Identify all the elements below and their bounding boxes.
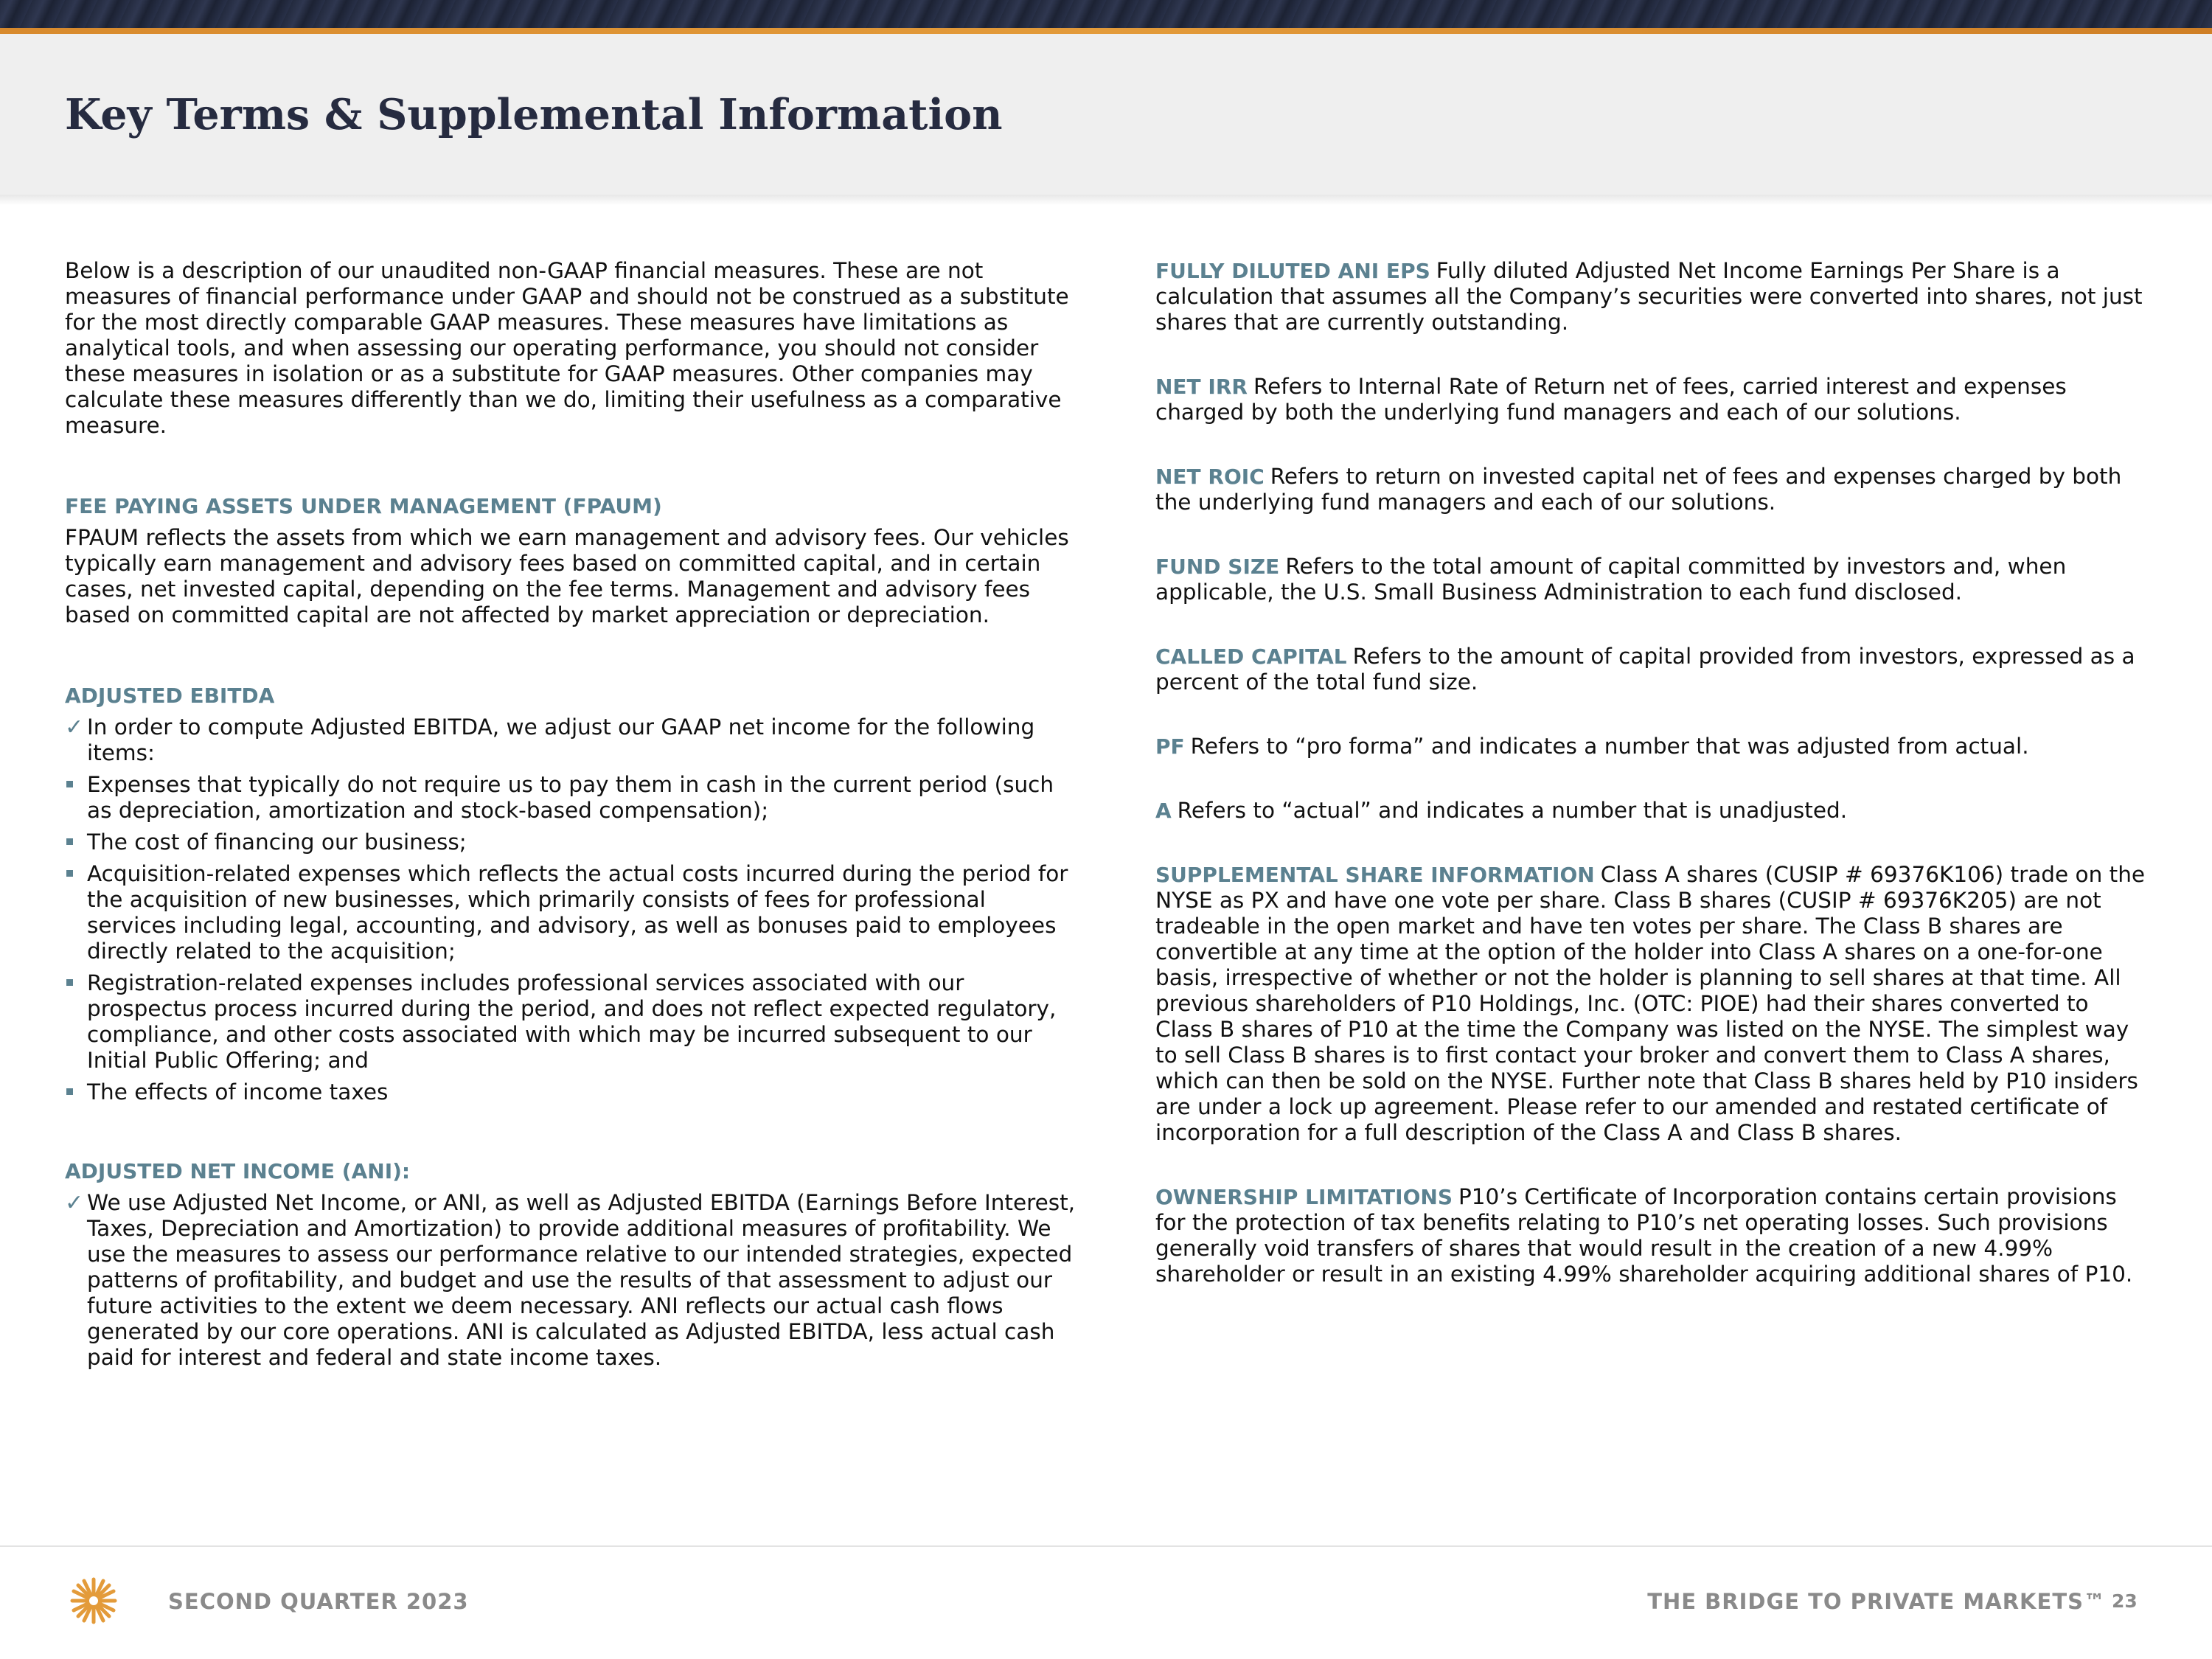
- term-label: CALLED CAPITAL: [1155, 644, 1347, 669]
- ebitda-adjustments-list: [65, 772, 1079, 1105]
- ani-heading: ADJUSTED NET INCOME (ANI):: [65, 1159, 411, 1183]
- list-item: [65, 830, 1079, 855]
- term-definition: Refers to “pro forma” and indicates a number that was adjusted from actual.: [1190, 734, 2029, 759]
- term-definition: Fully diluted Adjusted Net Income Earnings Per Share is a calculation that assumes all the Company’s securities were converted into shares, not just shares that are currently outstanding.: [1155, 258, 2143, 335]
- list-item: [65, 1079, 1079, 1105]
- footer-tagline: THE BRIDGE TO PRIVATE MARKETS™: [1647, 1589, 2106, 1614]
- term-label: NET ROIC: [1155, 465, 1265, 489]
- term-net-irr: [1155, 374, 2147, 425]
- p10-logo-icon: [68, 1575, 119, 1627]
- square-bullet-icon: [66, 1088, 73, 1095]
- term-label: A: [1155, 799, 1172, 823]
- spacer: [65, 439, 1079, 493]
- term-label: OWNERSHIP LIMITATIONS: [1155, 1185, 1453, 1209]
- list-item-text: The effects of income taxes: [87, 1079, 389, 1105]
- term-label: PF: [1155, 734, 1185, 759]
- square-bullet-icon: [66, 870, 73, 877]
- term-label: FULLY DILUTED ANI EPS: [1155, 259, 1430, 283]
- term-definition: Refers to Internal Rate of Return net of fees, carried interest and expenses charged by both the underlying fund managers and each of our solutions.: [1155, 374, 2067, 425]
- list-item: [65, 861, 1079, 964]
- check-icon: ✓: [65, 714, 84, 740]
- spacer: [65, 1111, 1079, 1158]
- ani-lead-item: [65, 1190, 1079, 1371]
- top-accent-line: [0, 28, 2212, 34]
- fpaum-body: FPAUM reflects the assets from which we earn management and advisory fees. Our vehicles typically earn management and advisory fees based on committed capital, and in certain cases, net invested capital, depending on the fee terms. Management and advisory fees based on committed capital are not affected by market appreciation or depreciation.: [65, 525, 1069, 627]
- square-bullet-icon: [66, 979, 73, 986]
- spacer: [65, 628, 1079, 683]
- term-definition: Refers to the amount of capital provided from investors, expressed as a percent of the total fund size.: [1155, 644, 2135, 695]
- term-a: [1155, 798, 2147, 824]
- term-label: SUPPLEMENTAL SHARE INFORMATION: [1155, 863, 1595, 887]
- footer-quarter-label: SECOND QUARTER 2023: [168, 1589, 469, 1614]
- term-fully-diluted-ani-eps: [1155, 258, 2147, 335]
- term-ownership-limitations: [1155, 1184, 2147, 1287]
- ebitda-heading: ADJUSTED EBITDA: [65, 684, 275, 708]
- list-item-text: The cost of financing our business;: [87, 830, 467, 855]
- term-supplemental-share-information: [1155, 862, 2147, 1146]
- page-number: 23: [2112, 1590, 2138, 1612]
- term-fund-size: [1155, 554, 2147, 605]
- term-called-capital: [1155, 644, 2147, 695]
- term-definition: P10’s Certificate of Incorporation contains certain provisions for the protection of tax benefits relating to P10’s net operating losses. Such provisions generally void transfers of shares that would result in the creation of a new 4.99% shareholder or result in an existing 4.99% shareholder acquiring additional shares of P10.: [1155, 1184, 2133, 1287]
- term-definition: Refers to “actual” and indicates a number that is unadjusted.: [1177, 798, 1848, 823]
- square-bullet-icon: [66, 838, 73, 845]
- list-item-text: Acquisition-related expenses which reflects the actual costs incurred during the period for the acquisition of new businesses, which primarily consists of fees for professional services including legal, accounting, and advisory, as well as bonuses paid to employees directly related to the acquisition;: [87, 861, 1068, 964]
- square-bullet-icon: [66, 781, 73, 787]
- ani-lead-text: We use Adjusted Net Income, or ANI, as well as Adjusted EBITDA (Earnings Before Interest, Taxes, Depreciation and Amortization) to provide additional measures of profitability. We use the measures to assess our performance relative to our intended strategies, expected patterns of profitability, and budget and use the results of that assessment to adjust our future activities to the extent we deem necessary. ANI reflects our actual cash flows generated by our core operations. ANI is calculated as Adjusted EBITDA, less actual cash paid for interest and federal and state income taxes.: [87, 1190, 1076, 1370]
- page-title: Key Terms & Supplemental Information: [65, 90, 1003, 139]
- footer-divider: [0, 1545, 2212, 1547]
- top-decorative-band: [0, 0, 2212, 28]
- term-label: NET IRR: [1155, 375, 1248, 399]
- header-shadow: [0, 195, 2212, 205]
- list-item: [65, 970, 1079, 1074]
- term-definition: Refers to the total amount of capital committed by investors and, when applicable, the U.S. Small Business Administration to each fund disclosed.: [1155, 554, 2067, 605]
- list-item-text: Registration-related expenses includes professional services associated with our prospectus process incurred during the period, and does not reflect expected regulatory, compliance, and other costs associated with which may be incurred subsequent to our Initial Public Offering; and: [87, 970, 1057, 1073]
- check-icon: ✓: [65, 1190, 84, 1216]
- term-definition: Refers to return on invested capital net of fees and expenses charged by both the underlying fund managers and each of our solutions.: [1155, 464, 2122, 515]
- right-column: [1155, 258, 2147, 1326]
- term-net-roic: [1155, 464, 2147, 515]
- term-label: FUND SIZE: [1155, 554, 1280, 579]
- fpaum-heading: FEE PAYING ASSETS UNDER MANAGEMENT (FPAUM): [65, 494, 662, 518]
- left-column: [65, 258, 1079, 1371]
- list-item-text: Expenses that typically do not require us to pay them in cash in the current period (such as depreciation, amortization and stock-based compensation);: [87, 772, 1054, 823]
- ebitda-lead-item: [65, 714, 1079, 766]
- ebitda-lead-text: In order to compute Adjusted EBITDA, we adjust our GAAP net income for the following items:: [87, 714, 1035, 765]
- term-definition: Class A shares (CUSIP # 69376K106) trade on the NYSE as PX and have one vote per share. Class B shares (CUSIP # 69376K205) are not tradeable in the open market and have ten votes per share. The Class B shares are convertible at any time at the option of the holder into Class A shares on a one-for-one basis, irrespective of whether or not the holder is planning to sell shares at that time. All previous shareholders of P10 Holdings, Inc. (OTC: PIOE) had their shares converted to Class B shares of P10 at the time the Company was listed on the NYSE. The simplest way to sell Class B shares is to first contact your broker and convert them to Class A shares, which can then be sold on the NYSE. Further note that Class B shares held by P10 insiders are under a lock up agreement. Please refer to our amended and restated certificate of incorporation for a full description of the Class A and Class B shares.: [1155, 862, 2146, 1145]
- intro-paragraph: Below is a description of our unaudited non-GAAP financial measures. These are not measures of financial performance under GAAP and should not be construed as a substitute for the most directly comparable GAAP measures. These measures have limitations as analytical tools, and when assessing our operating performance, you should not consider these measures in isolation or as a substitute for GAAP measures. Other companies may calculate these measures differently than we do, limiting their usefulness as a comparative measure.: [65, 258, 1069, 438]
- term-pf: [1155, 734, 2147, 759]
- list-item: [65, 772, 1079, 824]
